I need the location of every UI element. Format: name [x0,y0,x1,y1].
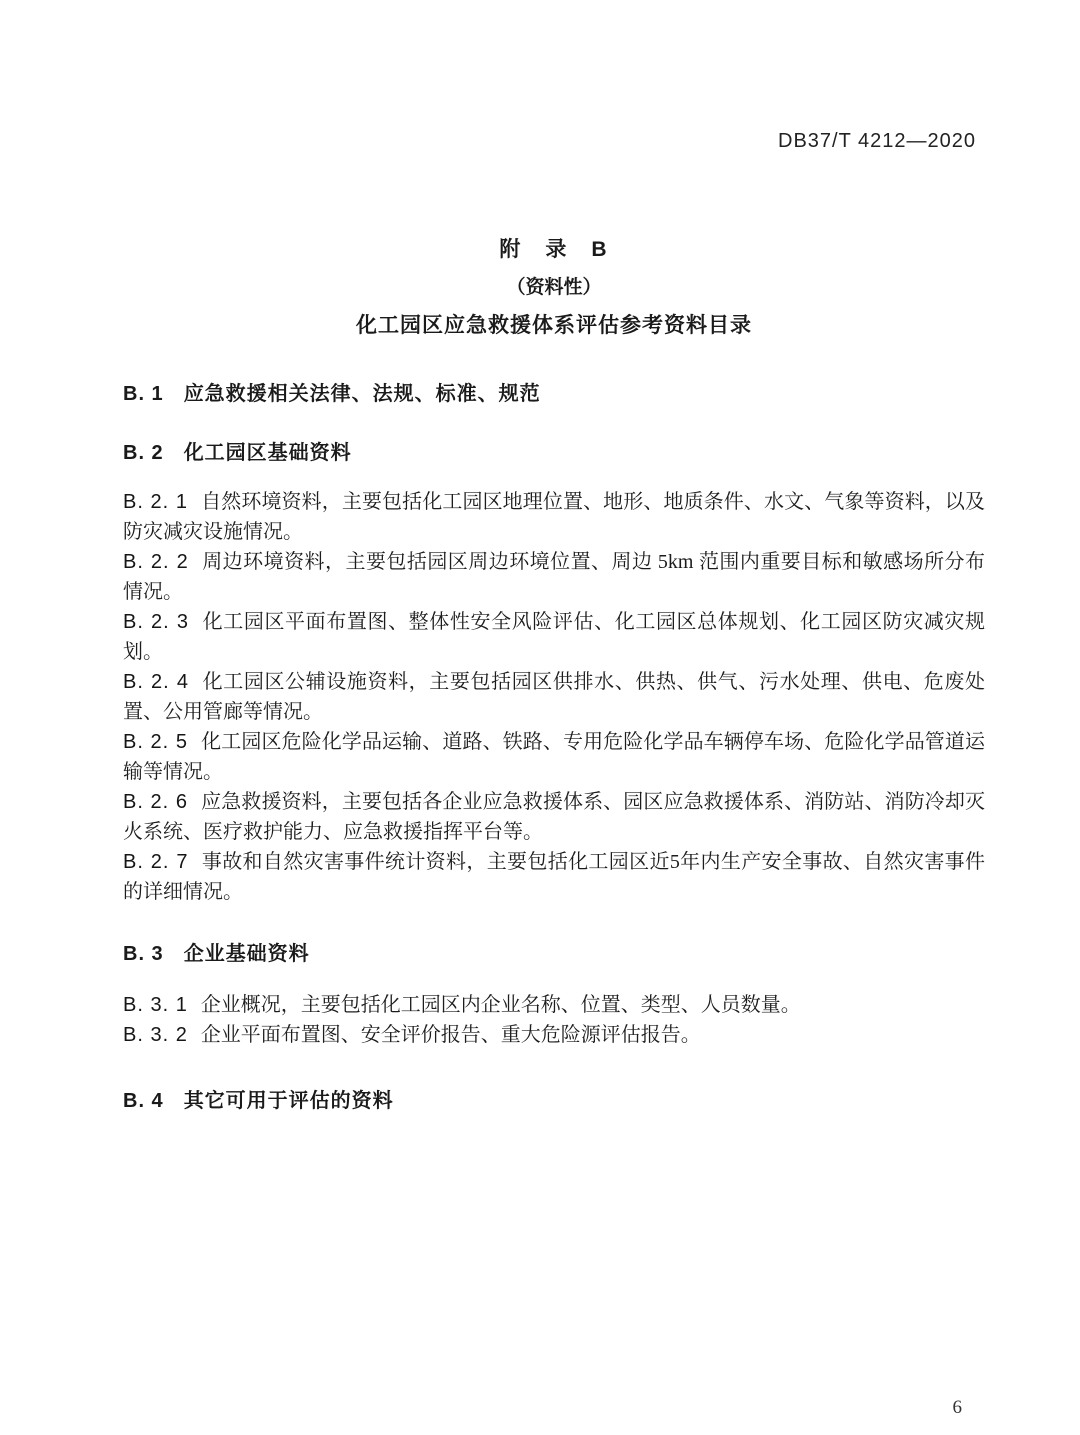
clause-b2-4-label: B. 2. 4 [123,671,190,693]
standard-code: DB37/T 4212—2020 [778,130,976,152]
clause-b2-1-label: B. 2. 1 [123,491,189,513]
section-b4-title: 其它可用于评估的资料 [183,1090,394,1112]
clause-b2-6 [123,787,985,847]
clause-b2-2-label: B. 2. 2 [123,551,189,573]
section-b2-heading [123,436,985,465]
clause-b3-2-text: 企业平面布置图、安全评价报告、重大危险源评估报告。 [200,1024,701,1046]
clause-b3-1-text: 企业概况，主要包括化工园区内企业名称、位置、类型、人员数量。 [200,994,801,1016]
clause-b2-4-text: 化工园区公辅设施资料，主要包括园区供排水、供热、供气、污水处理、供电、危废处置、公用管廊等情况。 [123,671,986,723]
section-b2-clauses [123,487,985,907]
clause-b3-2-label: B. 3. 2 [123,1024,188,1046]
section-b3-title: 企业基础资料 [183,943,310,965]
clause-b2-3 [123,607,985,667]
clause-b2-5-text: 化工园区危险化学品运输、道路、铁路、专用危险化学品车辆停车场、危险化学品管道运输等情况。 [123,731,986,783]
section-b3-clauses [123,990,985,1050]
clause-b2-2-text: 周边环境资料，主要包括园区周边环境位置、周边 5km 范围内重要目标和敏感场所分布情况。 [123,551,985,603]
clause-b2-3-text: 化工园区平面布置图、整体性安全风险评估、化工园区总体规划、化工园区防灾减灾规划。 [123,611,986,663]
page-header [0,0,1080,153]
section-b3-label: B. 3 [123,943,164,965]
section-b4-heading [123,1084,985,1113]
clause-b3-1-label: B. 3. 1 [123,994,188,1016]
section-b1-title: 应急救援相关法律、法规、标准、规范 [183,383,541,405]
page-content [0,233,1080,1113]
appendix-title: 附 录 B [499,238,609,261]
section-b1-label: B. 1 [123,383,164,405]
clause-b3-1 [123,990,985,1020]
clause-b2-6-label: B. 2. 6 [123,791,189,813]
clause-b2-6-text: 应急救援资料，主要包括各企业应急救援体系、园区应急救援体系、消防站、消防冷却灭火系统、医疗救护能力、应急救援指挥平台等。 [123,791,986,843]
section-b1-heading [123,377,985,406]
clause-b2-3-label: B. 2. 3 [123,611,190,633]
section-b3-heading [123,937,985,966]
clause-b2-4 [123,667,985,727]
section-b4-label: B. 4 [123,1090,164,1112]
clause-b2-2 [123,547,985,607]
clause-b2-7-text: 事故和自然灾害事件统计资料，主要包括化工园区近5年内生产安全事故、自然灾害事件的详细情况。 [123,851,986,903]
clause-b2-1 [123,487,985,547]
clause-b2-5-label: B. 2. 5 [123,731,189,753]
clause-b2-5 [123,727,985,787]
section-b2-label: B. 2 [123,442,164,464]
clause-b2-7-label: B. 2. 7 [123,851,189,873]
page-number: 6 [952,1397,962,1418]
section-b2-title: 化工园区基础资料 [183,442,352,464]
appendix-subtitle: （资料性） [506,277,602,298]
clause-b3-2 [123,1020,985,1050]
clause-b2-7 [123,847,985,907]
clause-b2-1-text: 自然环境资料，主要包括化工园区地理位置、地形、地质条件、水文、气象等资料，以及防灾减灾设施情况。 [123,491,986,543]
appendix-heading: 化工园区应急救援体系评估参考资料目录 [356,314,752,337]
